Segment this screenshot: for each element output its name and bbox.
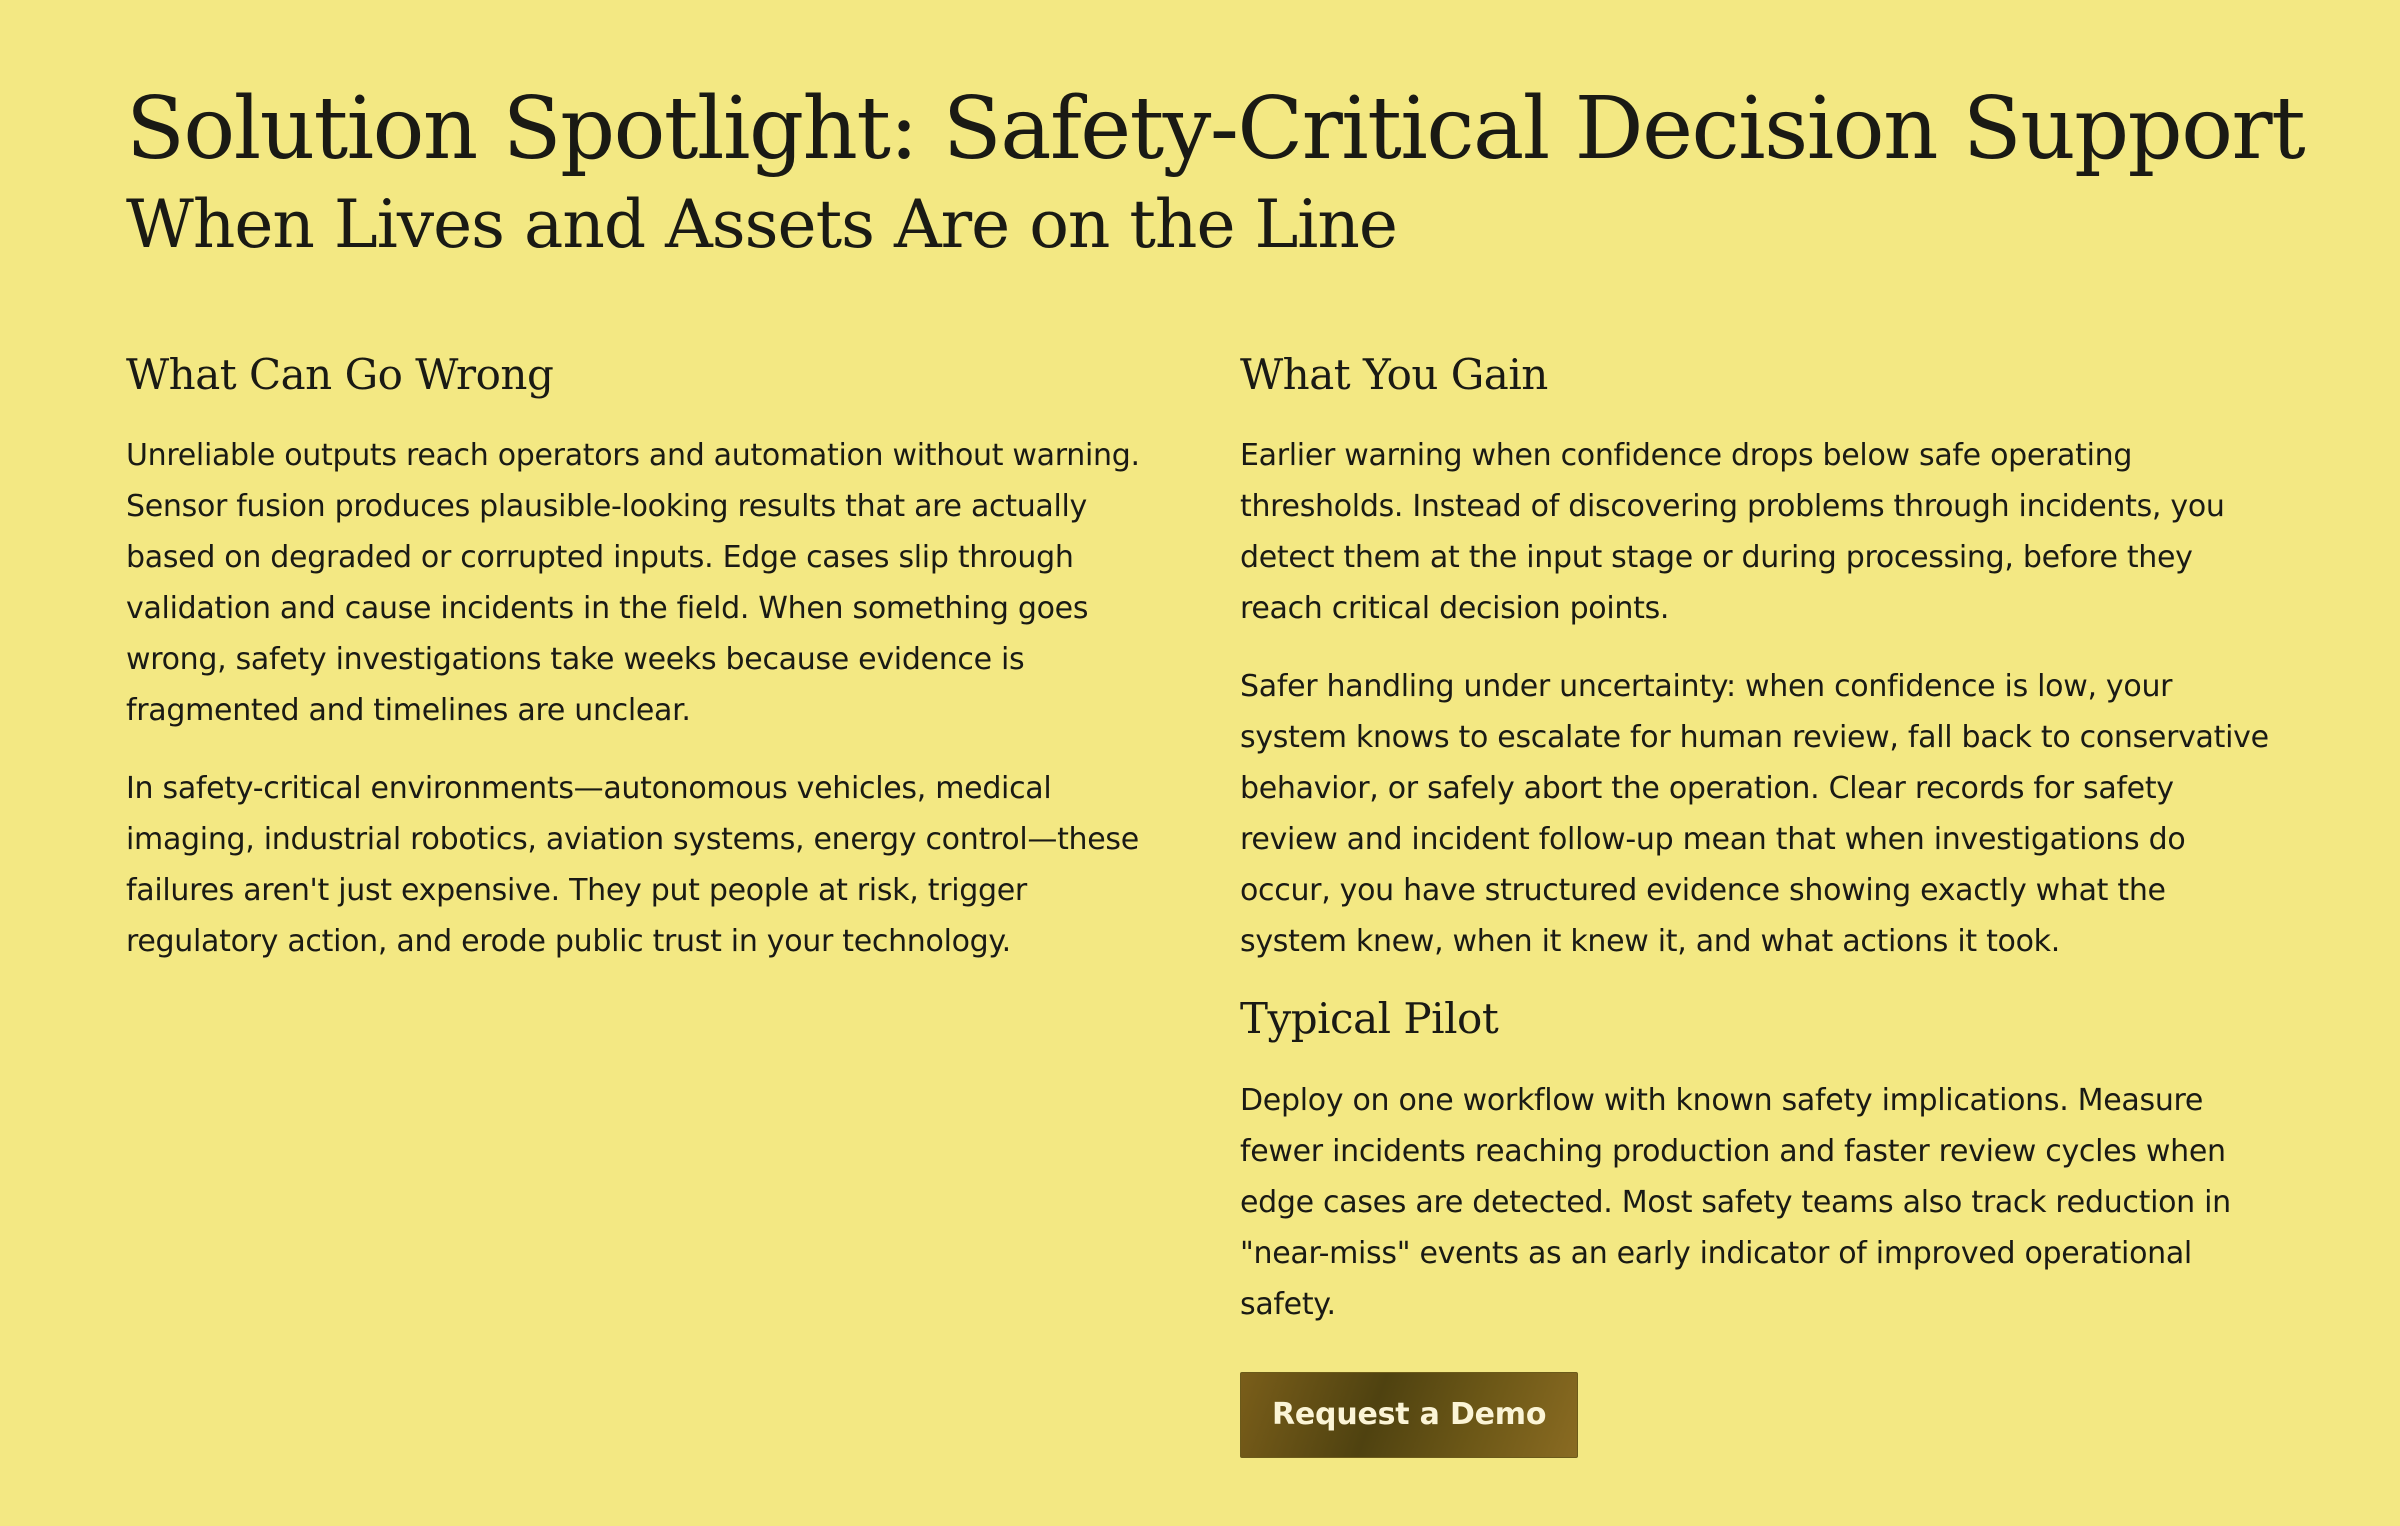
what-you-gain-heading: What You Gain — [1240, 350, 1548, 399]
what-you-gain-section — [1240, 350, 2276, 1458]
gain-paragraph-1: Earlier warning when confidence drops below safe operating thresholds. Instead of discovering problems through incidents, you detect them at the input stage or during processing, before they reach critical decision points. — [1240, 438, 2225, 627]
typical-pilot-heading: Typical Pilot — [1240, 994, 1499, 1044]
problem-paragraph-2: In safety-critical environments—autonomous vehicles, medical imaging, industrial robotics, aviation systems, energy control—these failures aren't just expensive. They put people at risk, trigger regulatory action, and erode public trust in your technology. — [126, 771, 1139, 960]
page — [126, 78, 2305, 1432]
gain-paragraph-2: Safer handling under uncertainty: when confidence is low, your system knows to escalate for human review, fall back to conservative behavior, or safely abort the operation. Clear records for safety review and incident follow-up mean that when investigations do occur, you have structured evidence showing exactly what the system knew, when it knew it, and what actions it took. — [1240, 669, 2269, 960]
what-can-go-wrong-heading: What Can Go Wrong — [126, 350, 554, 399]
page-title: Solution Spotlight: Safety-Critical Decision Support — [126, 79, 2305, 179]
what-can-go-wrong-section — [126, 350, 1166, 994]
page-subtitle: When Lives and Assets Are on the Line — [126, 186, 1397, 264]
problem-paragraph-1: Unreliable outputs reach operators and automation without warning. Sensor fusion produces plausible-looking results that are actually based on degraded or corrupted inputs. Edge cases slip through validation and cause incidents in the field. When something goes wrong, safety investigations take weeks because evidence is fragmented and timelines are unclear. — [126, 438, 1140, 729]
request-demo-button[interactable]: Request a Demo — [1240, 1372, 1578, 1458]
pilot-paragraph: Deploy on one workflow with known safety implications. Measure fewer incidents reaching production and faster review cycles when edge cases are detected. Most safety teams also track reduction in "near-miss" events as an early indicator of improved operational safety. — [1240, 1082, 2231, 1322]
